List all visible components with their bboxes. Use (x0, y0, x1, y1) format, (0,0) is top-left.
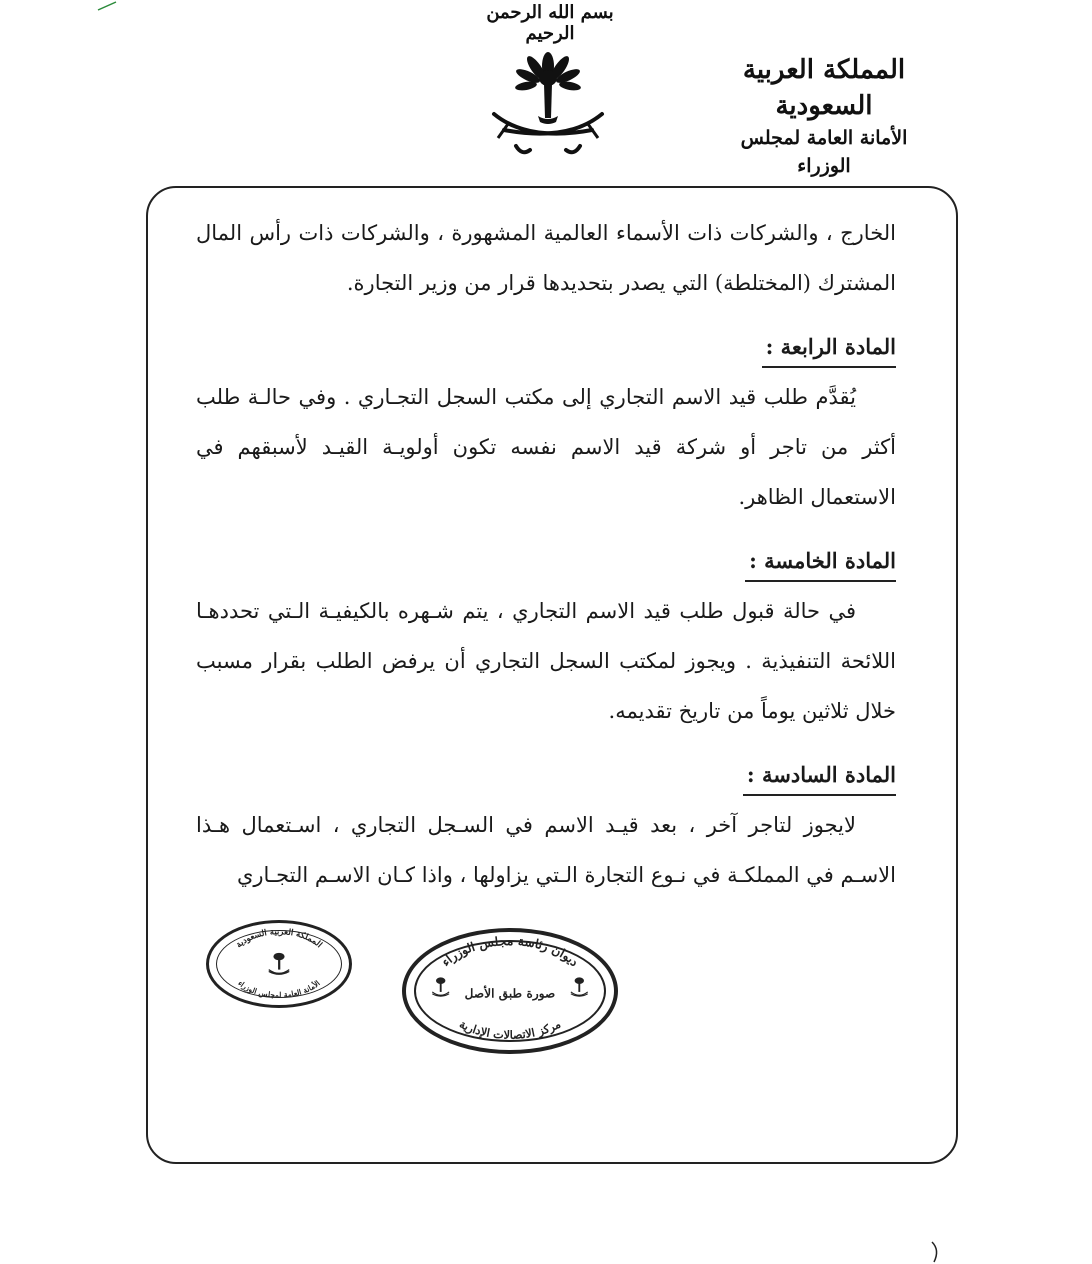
article-6-text: لايجوز لتاجر آخر ، بعد قيـد الاسم في السـجل التجاري ، اسـتعمال هـذا الاسـم في المملكـة في نـوع التجارة الـتي يزاولها ، واذا كـان الاسـم التجـاري (196, 813, 896, 887)
letterhead-block (714, 52, 934, 180)
article-6-heading: المادة السادسة : (743, 756, 896, 796)
left-stamp-bottom-text: الأمانة العامة لمجلس الوزراء (236, 978, 322, 1000)
article-5-text: في حالة قبول طلب قيد الاسم التجاري ، يتم شـهره بالكيفيـة الـتي تحددهـا اللائحة التنفيذية . ويجوز لمكتب السجل التجاري أن يرفض الطلب بقرار مسبب خلال ثلاثين يوماً من تاريخ تقديمه. (196, 599, 896, 723)
svg-text:مركز الاتصالات الإدارية (457, 1017, 563, 1042)
right-stamp-top-text: ديوان رئاسة مجلس الوزراء (438, 934, 582, 970)
page-edge-mark-icon (928, 1240, 944, 1264)
right-stamp-center-text: صورة طبق الأصل (464, 986, 556, 1001)
palm-swords-icon (269, 953, 290, 974)
right-stamp-bottom-text: مركز الاتصالات الإدارية (457, 1016, 563, 1042)
saudi-palm-swords-emblem-icon (488, 46, 608, 162)
corner-mark-icon (96, 0, 118, 12)
basmala-header: بسم الله الرحمن الرحيم (486, 2, 614, 44)
left-stamp-top-text: المملكة العربية السعودية (233, 926, 325, 950)
article-4-text: يُقدَّم طلب قيد الاسم التجاري إلى مكتب السجل التجـاري . وفي حالـة طلب أكثر من تاجر أو شركة قيد الاسم نفسه تكون أولويـة القيـد لأسبقهم في الاستعمال الظاهر. (196, 385, 896, 509)
article-5-heading: المادة الخامسة : (745, 542, 896, 582)
secretariat-stamp (206, 920, 352, 1008)
palm-swords-icon (432, 977, 587, 996)
letterhead-country: المملكة العربية السعودية (742, 55, 906, 121)
intro-paragraph: الخارج ، والشركات ذات الأسماء العالمية المشهورة ، والشركات ذات رأس المال المشترك (المختلطة) التي يصدر بتحديدها قرار من وزير التجارة. (196, 221, 896, 295)
document-body (196, 208, 896, 900)
svg-text:المملكة العربية السعودية (234, 926, 325, 949)
svg-text:الأمانة العامة لمجلس الوزراء (236, 979, 322, 1000)
letterhead-authority: الأمانة العامة لمجلس الوزراء (740, 127, 908, 177)
svg-text:ديوان رئاسة مجلس الوزراء (439, 934, 582, 969)
article-4-heading: المادة الرابعة : (762, 328, 896, 368)
council-presidency-stamp (402, 928, 618, 1054)
